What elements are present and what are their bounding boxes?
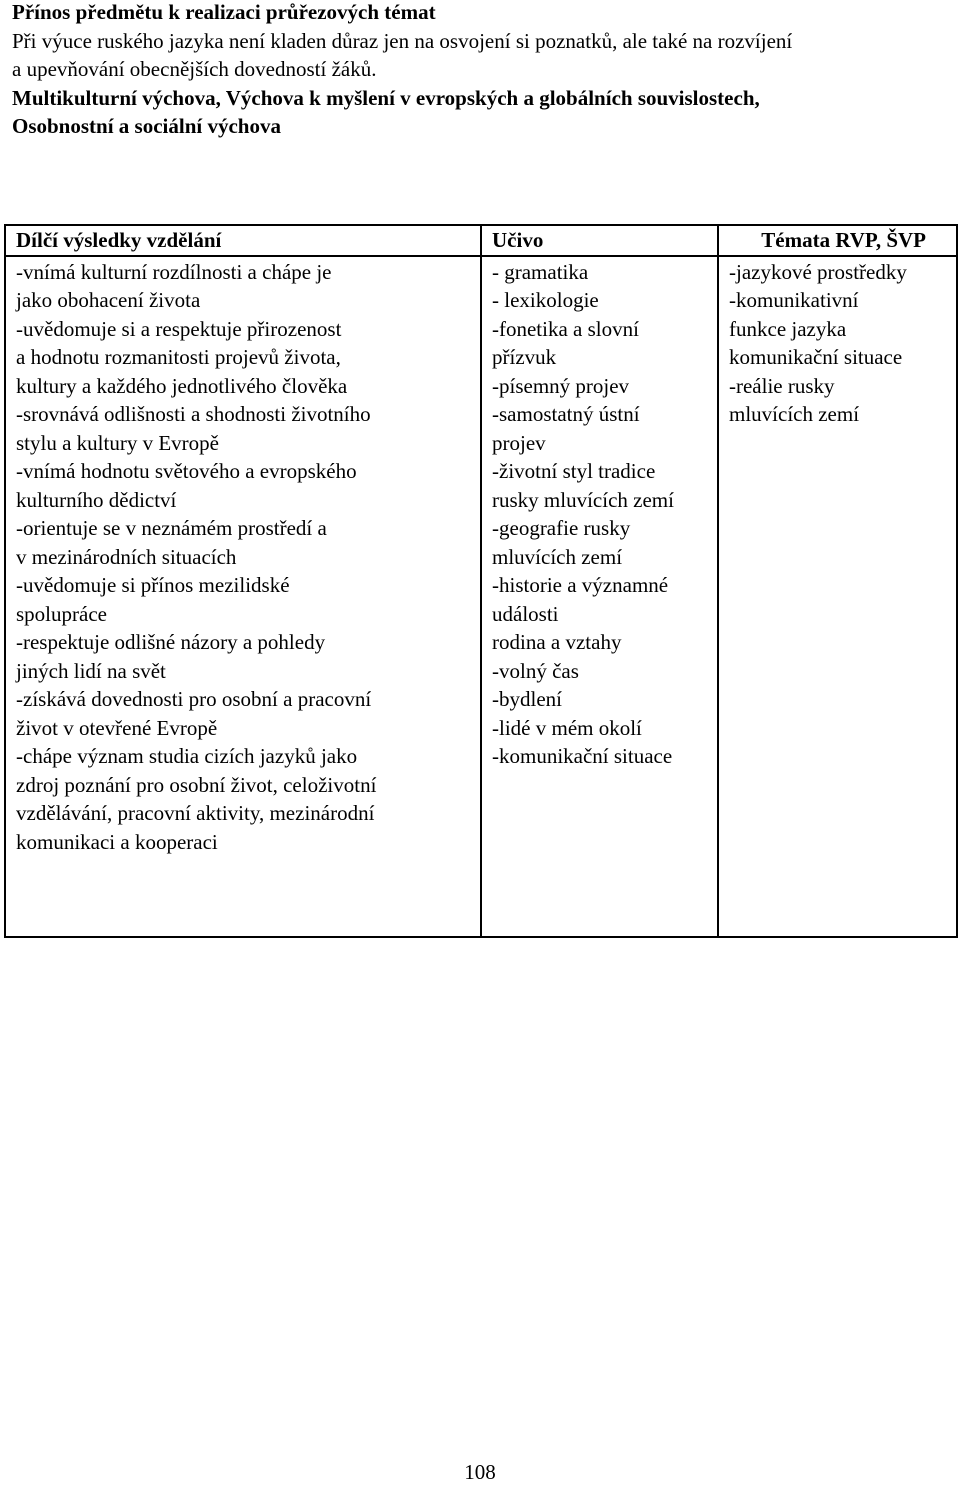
results-cell (5, 256, 481, 937)
cell-line: -chápe význam studia cizích jazyků jako (16, 744, 358, 768)
curriculum-table (4, 224, 958, 938)
intro-line-2: a upevňování obecnějších dovedností žáků. (12, 57, 377, 81)
cell-line: rodina a vztahy (492, 630, 622, 654)
cell-line: rusky mluvících zemí (492, 487, 674, 512)
cell-line: jako obohacení života (16, 288, 201, 312)
cell-line: kulturního dědictví (16, 487, 177, 512)
header-topics: Témata RVP, ŠVP (718, 225, 957, 256)
cell-line: kultury a každého jednotlivého člověka (16, 373, 348, 398)
cell-line: -geografie rusky (492, 516, 631, 540)
cell-line: -srovnává odlišnosti a shodnosti životního (16, 402, 371, 426)
header-curriculum: Učivo (481, 225, 718, 256)
cell-line: přízvuk (492, 345, 557, 369)
intro-line-1: Při výuce ruského jazyka není kladen důraz jen na osvojení si poznatků, ale také na rozvíjení (12, 28, 793, 53)
cell-line: život v otevřené Evropě (16, 715, 218, 740)
cell-line: - gramatika (492, 259, 589, 284)
cell-line: -orientuje se v neznámém prostředí a (16, 516, 327, 540)
cell-line: komunikaci a kooperaci (16, 829, 218, 854)
cell-line: -uvědomuje si a respektuje přirozenost (16, 316, 342, 341)
cell-line: -lidé v mém okolí (492, 715, 642, 740)
cell-line: -reálie rusky (729, 373, 835, 398)
cell-line: -fonetika a slovní (492, 316, 639, 341)
cell-line: -životní styl tradice (492, 459, 656, 483)
cell-line: funkce jazyka (729, 316, 847, 341)
cell-line: spolupráce (16, 601, 107, 626)
themes-line-1: Multikulturní výchova, Výchova k myšlení v evropských a globálních souvislostech, (12, 85, 760, 110)
section-title: Přínos předmětu k realizaci průřezových témat (12, 0, 436, 24)
cell-line: komunikační situace (729, 345, 903, 369)
cell-line: -jazykové prostředky (729, 259, 907, 284)
table-header-row (5, 225, 957, 256)
themes-line-2: Osobnostní a sociální výchova (12, 114, 281, 138)
cell-line: projev (492, 430, 546, 455)
cell-line: - lexikologie (492, 288, 599, 312)
cell-line: mluvících zemí (729, 402, 860, 426)
cell-line: -písemný projev (492, 373, 630, 398)
cell-line: -bydlení (492, 687, 562, 711)
cell-line: mluvících zemí (492, 544, 623, 569)
cell-line: -vnímá hodnotu světového a evropského (16, 459, 357, 483)
cell-line: -uvědomuje si přínos mezilidské (16, 573, 290, 597)
section-heading-block (12, 0, 942, 141)
cell-line: zdroj poznání pro osobní život, celoživotní (16, 772, 377, 797)
cell-line: události (492, 601, 559, 626)
curriculum-cell (481, 256, 718, 937)
table-row (5, 256, 957, 937)
cell-line: stylu a kultury v Evropě (16, 430, 219, 455)
cell-line: -získává dovednosti pro osobní a pracovní (16, 687, 372, 711)
cell-line: -komunikativní (729, 288, 859, 312)
cell-line: -historie a významné (492, 573, 669, 597)
cell-line: -respektuje odlišné názory a pohledy (16, 630, 326, 654)
cell-line: -komunikační situace (492, 744, 673, 768)
cell-line: -vnímá kulturní rozdílnosti a chápe je (16, 259, 332, 284)
cell-line: -volný čas (492, 658, 579, 683)
header-results: Dílčí výsledky vzdělání (5, 225, 481, 256)
cell-line: vzdělávání, pracovní aktivity, mezinárodní (16, 801, 375, 825)
page-number: 108 (464, 1460, 496, 1484)
cell-line: a hodnotu rozmanitosti projevů života, (16, 345, 341, 369)
cell-line: jiných lidí na svět (16, 658, 166, 683)
cell-line: v mezinárodních situacích (16, 544, 237, 569)
cell-line: -samostatný ústní (492, 402, 640, 426)
topics-cell (718, 256, 957, 937)
